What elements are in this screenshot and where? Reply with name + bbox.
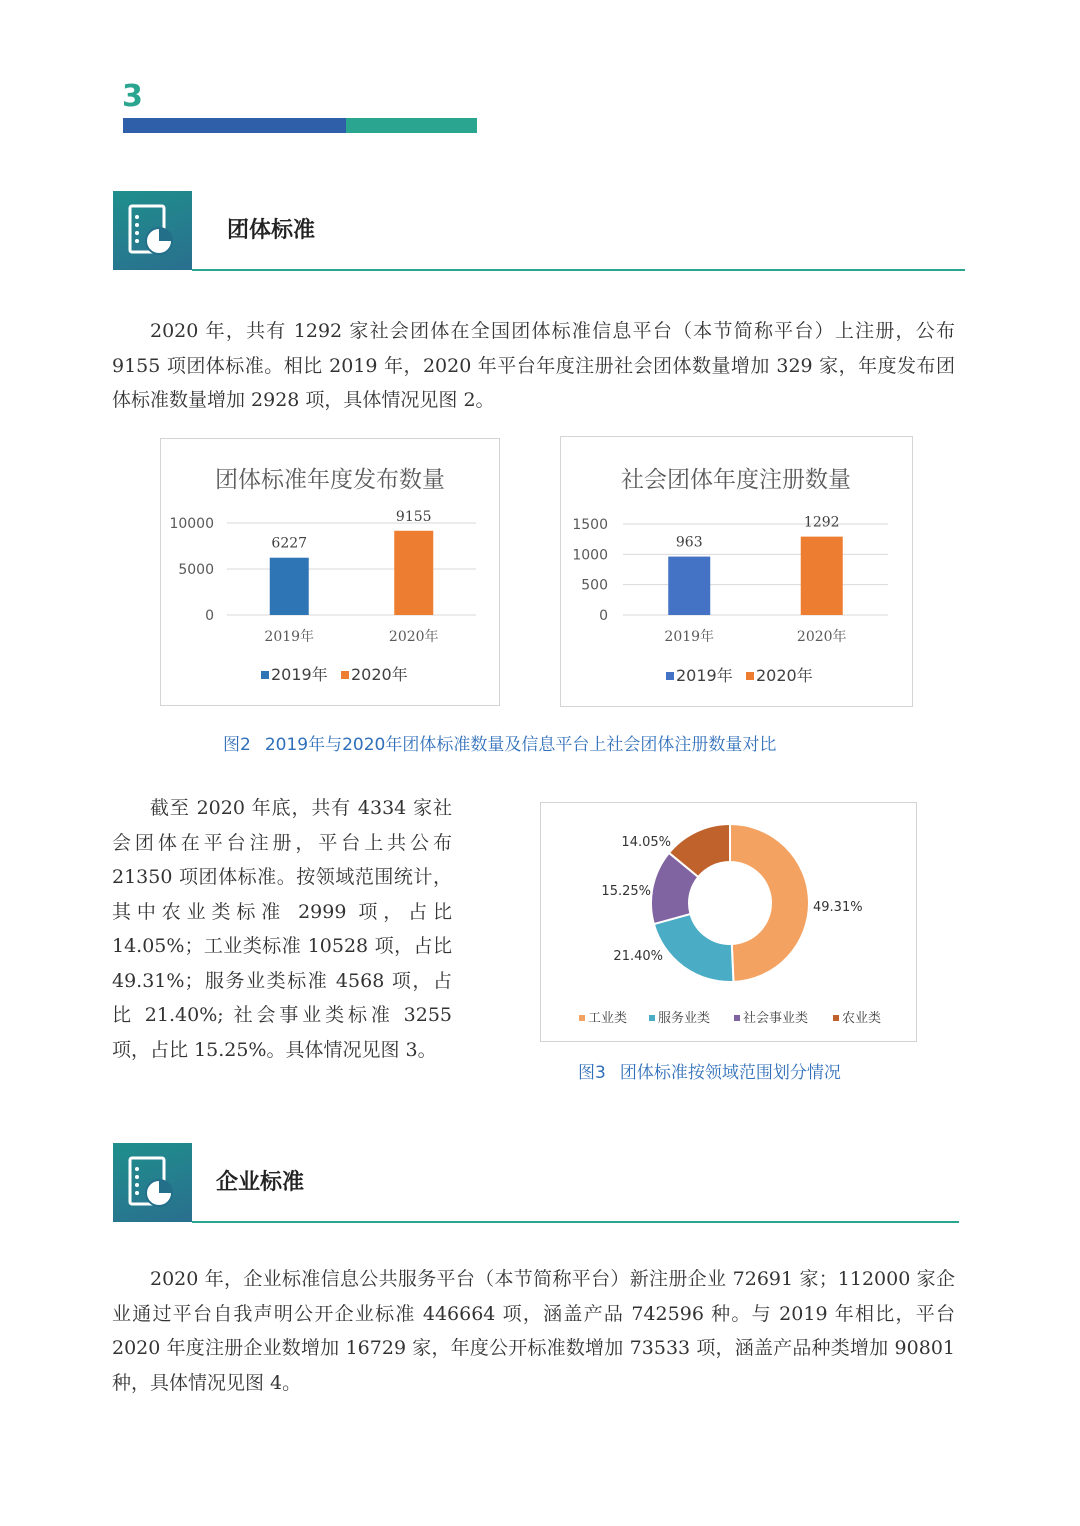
chapter-bar-green: [346, 118, 477, 133]
y-tick-label: 0: [599, 608, 608, 624]
slice-label: 21.40%: [613, 949, 663, 964]
bar-chart-svg: [161, 439, 499, 705]
y-tick-label: 1000: [572, 547, 608, 564]
section-title: 企业标准: [216, 1170, 305, 1195]
bar: [801, 537, 843, 615]
legend-swatch: [666, 672, 674, 680]
data-label: 963: [675, 534, 703, 551]
donut-chart-svg: [541, 803, 916, 1041]
chart-title: 团体标准年度发布数量: [215, 467, 445, 493]
paragraph2: 截至 2020 年底，共有 4334 家社会团体在平台注册，平台上共公布 21350 项团体标准。按领域范围统计，其中农业类标准 2999 项，占比 14.05%；工业类标准 10528 项，占比 49.31%；服务业类标准 4568 项，占比 21.40%; 社会事业类标准 3255 项，占比 15.25%。具体情况见图 3。: [112, 797, 452, 1061]
section-header-group-standards: [113, 191, 965, 271]
bar: [668, 557, 710, 615]
figure3-number: 图3: [578, 1063, 606, 1083]
figure3-caption-text: 团体标准按领域范围划分情况: [619, 1063, 841, 1083]
data-label: 6227: [271, 535, 308, 552]
chapter-bar: [123, 118, 477, 133]
y-tick-label: 10000: [169, 516, 214, 532]
document-chart-icon: [113, 1143, 192, 1222]
legend-label: 服务业类: [658, 1011, 711, 1026]
slice-label: 49.31%: [813, 900, 863, 915]
data-label: 9155: [395, 508, 432, 525]
y-tick-label: 0: [205, 608, 214, 624]
legend-swatch: [649, 1015, 655, 1021]
x-tick-label: 2019年: [664, 629, 715, 645]
legend-swatch: [833, 1015, 839, 1021]
figure2-caption-text: 2019年与2020年团体标准数量及信息平台上社会团体注册数量对比: [264, 735, 777, 755]
data-label: 1292: [803, 514, 840, 531]
legend-swatch: [579, 1015, 585, 1021]
chapter-number: 3: [122, 79, 143, 114]
y-tick-label: 1500: [572, 517, 608, 533]
section2-paragraph: 2020 年，企业标准信息公共服务平台（本节简称平台）新注册企业 72691 家；112000 家企业通过平台自我声明公开企业标准 446664 项，涵盖产品 742596 种。与 2019 年相比，平台 2020 年度注册企业数增加 16729 家，年度公开标准数增加 73533 项，涵盖产品种类增加 90801 种，具体情况见图 4。: [112, 1268, 955, 1394]
y-tick-label: 500: [581, 577, 608, 594]
legend-label: 社会事业类: [743, 1011, 809, 1026]
x-tick-label: 2019年: [264, 629, 315, 645]
legend-swatch: [341, 671, 349, 679]
chapter-bar-blue: [123, 118, 346, 133]
figure2-number: 图2: [223, 735, 251, 755]
legend-label: 农业类: [842, 1011, 882, 1026]
legend-swatch: [746, 672, 754, 680]
section1-paragraph: 2020 年，共有 1292 家社会团体在全国团体标准信息平台（本节简称平台）上注册，公布 9155 项团体标准。相比 2019 年，2020 年平台年度注册社会团体数量增加 329 家，年度发布团体标准数量增加 2928 项，具体情况见图 2。: [112, 320, 955, 411]
donut-slice: [654, 914, 734, 982]
y-tick-label: 5000: [178, 562, 214, 578]
document-chart-icon: [113, 191, 192, 270]
x-tick-label: 2020年: [796, 629, 847, 645]
legend-label: 2019年: [271, 665, 328, 684]
section-header-enterprise-standards: [113, 1143, 959, 1223]
chart-group-standards-published: [160, 438, 500, 706]
legend-swatch: [261, 671, 269, 679]
legend-label: 2020年: [351, 665, 408, 684]
chart-groups-registered: [560, 436, 913, 707]
slice-label: 14.05%: [621, 835, 671, 850]
chart-domain-distribution: [540, 802, 917, 1042]
chart-title: 社会团体年度注册数量: [621, 467, 851, 493]
figure3-caption: [578, 1058, 841, 1083]
bar: [394, 531, 433, 615]
legend-label: 2019年: [676, 666, 733, 685]
section-underline: [192, 269, 965, 271]
legend-label: 2020年: [756, 666, 813, 685]
section-title: 团体标准: [227, 218, 316, 243]
legend-label: 工业类: [588, 1011, 628, 1026]
section-underline: [192, 1221, 959, 1223]
bar: [270, 558, 309, 615]
x-tick-label: 2020年: [388, 629, 439, 645]
legend-swatch: [734, 1015, 740, 1021]
bar-chart-svg: [561, 437, 912, 706]
slice-label: 15.25%: [601, 884, 651, 899]
figure2-caption: [223, 730, 776, 755]
donut-slice: [730, 824, 809, 982]
